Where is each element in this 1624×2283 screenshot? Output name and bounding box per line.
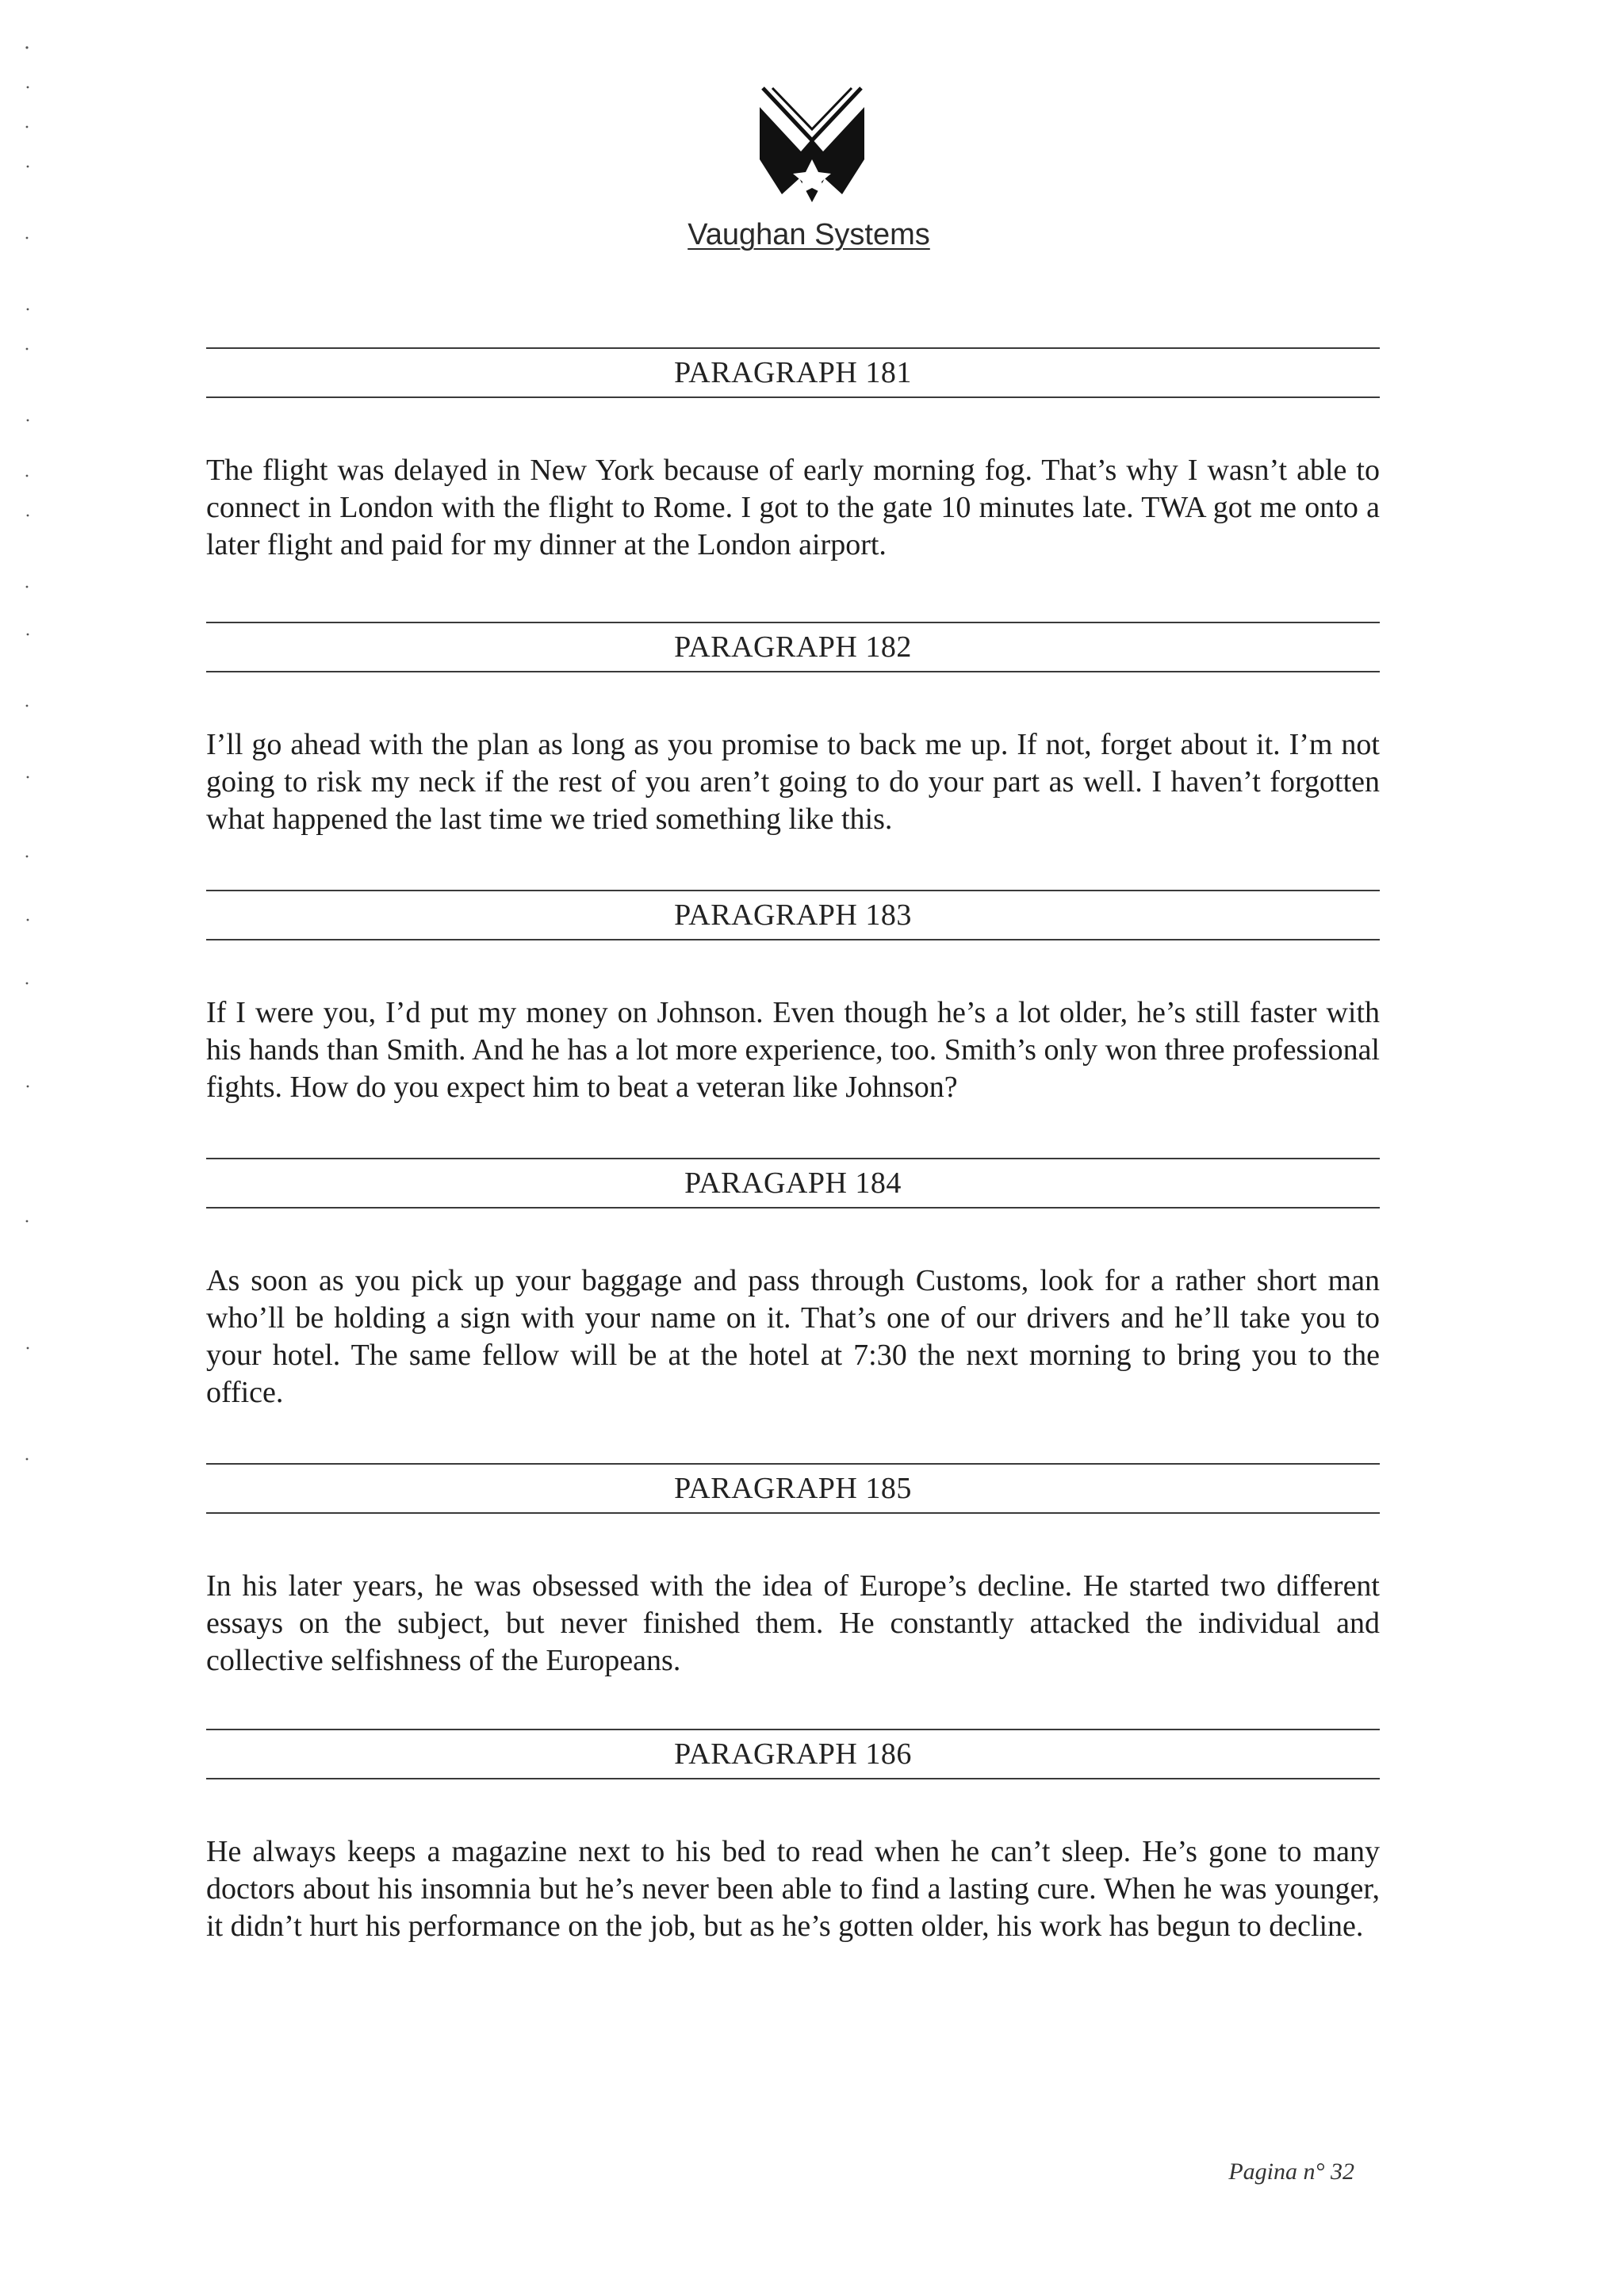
- paragraph-section-182: [206, 622, 1380, 868]
- heading-block: [206, 1463, 1380, 1520]
- heading-block: [206, 1158, 1380, 1215]
- scan-margin-marks: [24, 32, 32, 1538]
- vaughan-systems-logo-icon: [749, 83, 875, 210]
- page-number: Pagina n° 32: [1228, 2159, 1354, 2185]
- paragraph-heading: PARAGRAPH 185: [674, 1472, 912, 1505]
- paragraph-text: In his later years, he was obsessed with the idea of Europe’s decline. He started two different essays on the subject, but never finished them. He constantly attacked the individual and collective selfishness of the Europeans.: [206, 1569, 1380, 1677]
- heading-top-rule: [206, 347, 1380, 349]
- heading-bottom-rule: [206, 396, 1380, 398]
- paragraph-section-183: [206, 890, 1380, 1136]
- paragraph-text: If I were you, I’d put my money on Johnson. Even though he’s a lot older, he’s still faster with his hands than Smith. And he has a lot more experience, too. Smith’s only won three professional fights. How do you expect him to beat a veteran like Johnson?: [206, 996, 1380, 1104]
- heading-bottom-rule: [206, 939, 1380, 940]
- heading-top-rule: [206, 890, 1380, 891]
- heading-bottom-rule: [206, 1207, 1380, 1209]
- page-header: [0, 83, 1624, 252]
- heading-bottom-rule: [206, 1778, 1380, 1779]
- paragraph-text: The flight was delayed in New York because of early morning fog. That’s why I wasn’t able to connect in London with the flight to Rome. I got to the gate 10 minutes late. TWA got me onto a later flight and paid for my dinner at the London airport.: [206, 454, 1380, 561]
- paragraph-section-184: [206, 1158, 1380, 1442]
- paragraph-heading: PARAGRAPH 181: [674, 356, 912, 389]
- heading-bottom-rule: [206, 1512, 1380, 1514]
- heading-top-rule: [206, 1463, 1380, 1465]
- heading-block: [206, 347, 1380, 404]
- paragraph-section-186: [206, 1729, 1380, 1975]
- heading-top-rule: [206, 1158, 1380, 1159]
- heading-block: [206, 890, 1380, 947]
- heading-top-rule: [206, 622, 1380, 623]
- heading-bottom-rule: [206, 671, 1380, 672]
- paragraph-text: As soon as you pick up your baggage and pass through Customs, look for a rather short man who’ll be holding a sign with your name on it. That’s one of our drivers and he’ll take you to your hotel. The same fellow will be at the hotel at 7:30 the next morning to bring you to the office.: [206, 1264, 1380, 1409]
- paragraph-text: I’ll go ahead with the plan as long as you promise to back me up. If not, forget about it. I’m not going to risk my neck if the rest of you aren’t going to do your part as well. I haven’t forgotten what happened the last time we tried something like this.: [206, 728, 1380, 836]
- company-name-text: Vaughan Systems: [688, 218, 930, 251]
- paragraph-heading: PARAGRAPH 186: [674, 1737, 912, 1771]
- heading-block: [206, 1729, 1380, 1786]
- paragraph-heading: PARAGRAPH 183: [674, 898, 912, 932]
- company-name: [688, 218, 930, 252]
- paragraph-section-181: [206, 347, 1380, 594]
- paragraph-section-185: [206, 1463, 1380, 1710]
- paragraph-text: He always keeps a magazine next to his bed to read when he can’t sleep. He’s gone to many doctors about his insomnia but he’s never been able to find a lasting cure. When he was younger, it didn’t hurt his performance on the job, but as he’s gotten older, his work has begun to decline.: [206, 1835, 1380, 1943]
- paragraph-heading: PARAGRAPH 182: [674, 630, 912, 664]
- paragraph-heading: PARAGAPH 184: [684, 1166, 902, 1200]
- heading-block: [206, 622, 1380, 679]
- heading-top-rule: [206, 1729, 1380, 1730]
